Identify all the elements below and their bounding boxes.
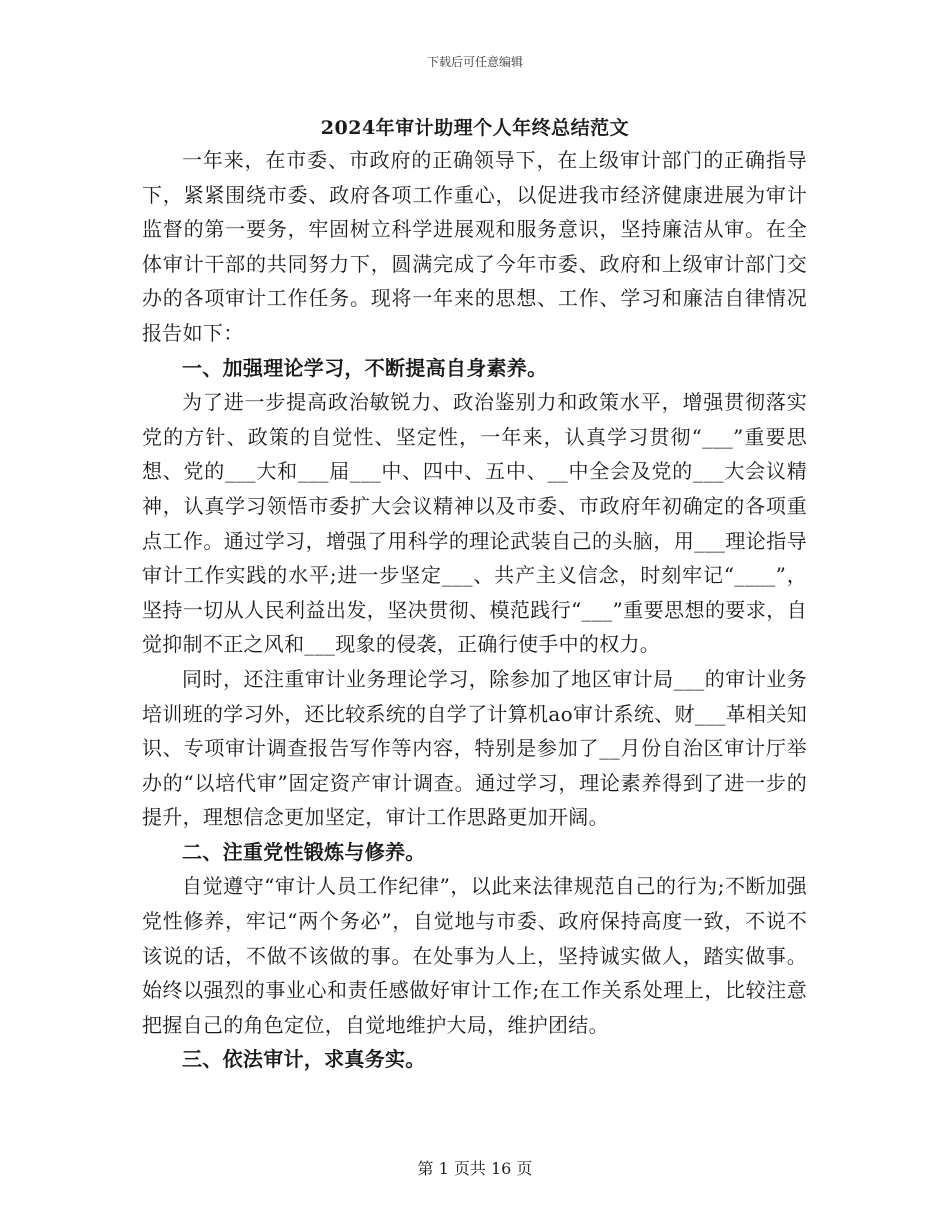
page-number: 第 1 页共 16 页 [417, 1159, 533, 1178]
body-paragraph: 为了进一步提高政治敏锐力、政治鉴别力和政策水平，增强贯彻落实党的方针、政策的自觉性、坚定性，一年来，认真学习贯彻“___”重要思想、党的___大和___届___中、四中、五中、__中全会及党的___大会议精神，认真学习领悟市委扩大会议精神以及市委、市政府年初确定的各项重点工作。通过学习，增强了用科学的理论武装自己的头脑，用___理论指导审计工作实践的水平;进一步坚定___、共产主义信念，时刻牢记“____”，坚持一切从人民利益出发，坚决贯彻、模范践行“___”重要思想的要求，自觉抑制不正之风和___现象的侵袭，正确行使手中的权力。 [142, 390, 807, 657]
page-header: 下载后可任意编辑 [426, 55, 523, 69]
section-heading-3: 三、依法审计，求真务实。 [182, 1047, 426, 1072]
intro-paragraph: 一年来，在市委、市政府的正确领导下，在上级审计部门的正确指导下，紧紧围绕市委、政府各项工作重心，以促进我市经济健康进展为审计监督的第一要务，牢固树立科学进展观和服务意识，坚持廉洁从审。在全体审计干部的共同努力下，圆满完成了今年市委、政府和上级审计部门交办的各项审计工作任务。现将一年来的思想、工作、学习和廉洁自律情况报告如下： [142, 148, 807, 345]
section-heading-2: 二、注重党性锻炼与修养。 [182, 839, 426, 864]
section-heading-1: 一、加强理论学习，不断提高自身素养。 [182, 355, 548, 380]
body-paragraph: 同时，还注重审计业务理论学习，除参加了地区审计局___的审计业务培训班的学习外，还比较系统的自学了计算机ao审计系统、财___革相关知识、专项审计调查报告写作等内容，特别是参加了__月份自治区审计厅举办的“以培代审”固定资产审计调查。通过学习，理论素养得到了进一步的提升，理想信念更加坚定，审计工作思路更加开阔。 [142, 666, 807, 830]
document-title: 2024年审计助理个人年终总结范文 [320, 117, 630, 139]
body-paragraph: 自觉遵守“审计人员工作纪律”，以此来法律规范自己的行为;不断加强党性修养，牢记“两个务必”，自觉地与市委、政府保持高度一致，不说不该说的话，不做不该做的事。在处事为人上，坚持诚实做人，踏实做事。始终以强烈的事业心和责任感做好审计工作;在工作关系处理上，比较注意把握自己的角色定位，自觉地维护大局，维护团结。 [142, 874, 807, 1037]
document-body [142, 143, 807, 1077]
